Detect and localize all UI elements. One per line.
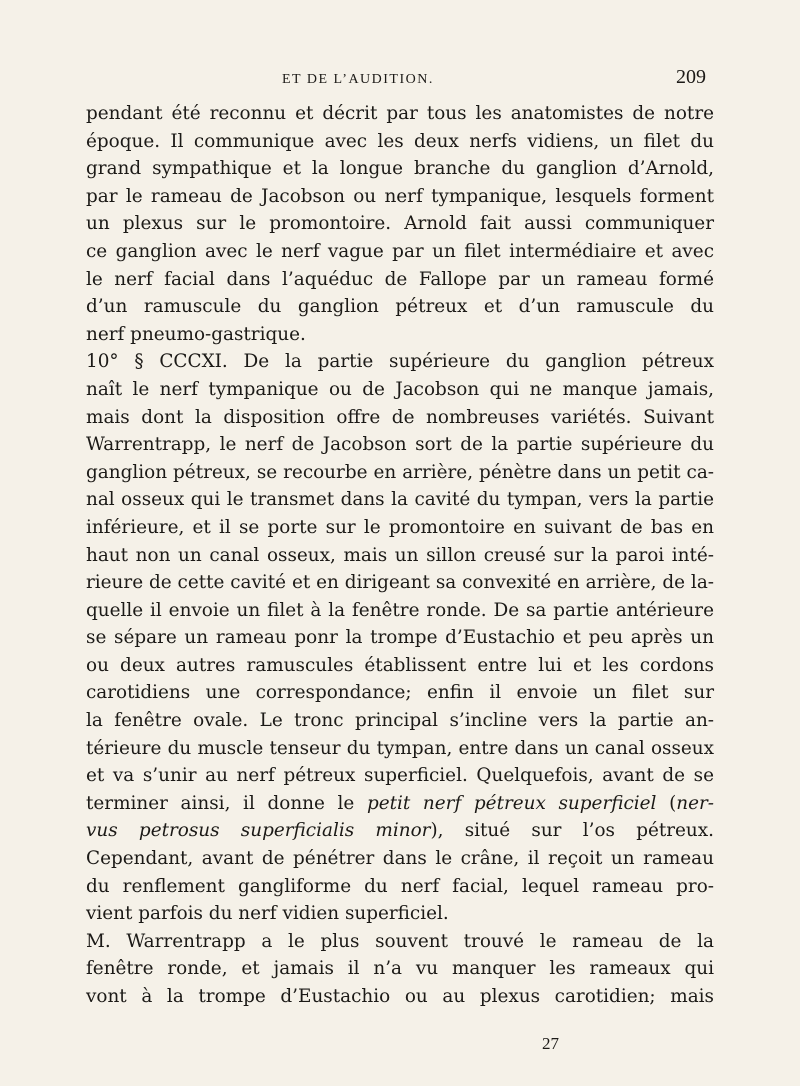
text-line: fenêtre ronde, et jamais il n’a vu manquer les rameaux qui <box>86 958 714 980</box>
text-line: ce ganglion avec le nerf vague par un filet intermédiaire et avec <box>86 240 714 262</box>
text-line: du renflement gangliforme du nerf facial, lequel rameau pro- <box>86 875 714 897</box>
text-line: nerf pneumo-gastrique. <box>86 323 306 345</box>
text-line: nal osseux qui le transmet dans la cavité du tympan, vers la partie <box>86 489 714 511</box>
text-line: Cependant, avant de pénétrer dans le crâne, il reçoit un rameau <box>86 848 714 870</box>
text-line: naît le nerf tympanique ou de Jacobson qui ne manque jamais, <box>86 378 714 400</box>
text-line: haut non un canal osseux, mais un sillon creusé sur la paroi inté- <box>86 544 714 566</box>
text-line: terminer ainsi, il donne le petit nerf pétreux superficiel (ner- <box>86 792 715 814</box>
text-line: un plexus sur le promontoire. Arnold fait aussi communiquer <box>86 213 714 235</box>
signature-mark: 27 <box>542 1034 559 1053</box>
text-line: ganglion pétreux, se recourbe en arrière, pénètre dans un petit ca- <box>86 461 714 483</box>
text-line: rieure de cette cavité et en dirigeant sa convexité en arrière, de la- <box>86 572 714 594</box>
text-line: la fenêtre ovale. Le tronc principal s’incline vers la partie an- <box>86 710 714 732</box>
text-line: carotidiens une correspondance; enfin il envoie un filet sur <box>86 682 714 704</box>
text-line: quelle il envoie un filet à la fenêtre ronde. De sa partie antérieure <box>86 599 714 621</box>
text-line: vient parfois du nerf vidien superficiel. <box>86 903 449 925</box>
text-line: mais dont la disposition offre de nombreuses variétés. Suivant <box>86 406 714 428</box>
text-line: et va s’unir au nerf pétreux superficiel. Quelquefois, avant de se <box>86 765 714 787</box>
text-line: vus petrosus superficialis minor), situé sur l’os pétreux. <box>86 820 714 842</box>
text-line: époque. Il communique avec les deux nerfs vidiens, un filet du <box>86 130 714 152</box>
running-head <box>0 66 800 96</box>
text-line: grand sympathique et la longue branche du ganglion d’Arnold, <box>86 158 714 180</box>
body-text <box>86 100 714 1011</box>
text-line: M. Warrentrapp a le plus souvent trouvé le rameau de la <box>86 930 714 952</box>
text-line: Warrentrapp, le nerf de Jacobson sort de la partie supérieure du <box>86 434 714 456</box>
text-line: inférieure, et il se porte sur le promontoire en suivant de bas en <box>86 516 714 538</box>
text-line: se sépare un rameau ponr la trompe d’Eustachio et peu après un <box>86 627 714 649</box>
text-line: le nerf facial dans l’aquéduc de Fallope par un rameau formé <box>86 268 714 290</box>
text-line: ou deux autres ramuscules établissent entre lui et les cordons <box>86 654 714 676</box>
page-number: 209 <box>676 66 706 88</box>
text-line: térieure du muscle tenseur du tympan, entre dans un canal osseux <box>86 737 714 759</box>
text-line: vont à la trompe d’Eustachio ou au plexus carotidien; mais <box>86 986 714 1007</box>
running-title: ET DE L’AUDITION. <box>282 72 434 87</box>
text-line: par le rameau de Jacobson ou nerf tympanique, lesquels forment <box>86 185 714 207</box>
text-line: pendant été reconnu et décrit par tous les anatomistes de notre <box>86 103 714 124</box>
text-line: d’un ramuscule du ganglion pétreux et d’un ramuscule du <box>86 296 714 318</box>
text-line: 10° § CCCXI. De la partie supérieure du ganglion pétreux <box>86 351 714 373</box>
